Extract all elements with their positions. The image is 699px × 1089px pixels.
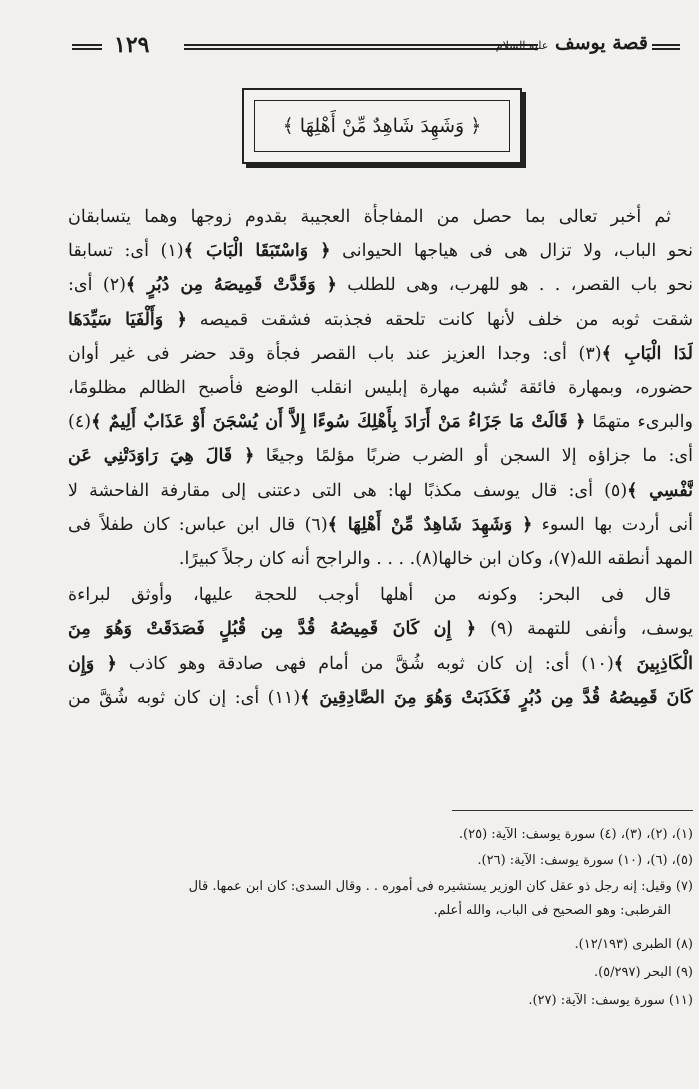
body-text-run: أى: ما جزاؤه إلا السجن أو الضرب ضربًا مؤلمًا وجيعًا bbox=[254, 446, 693, 467]
quran-verse: ﴿ وَشَهِدَ شَاهِدٌ مِّنْ أَهْلِهَا ﴾ bbox=[327, 514, 533, 535]
body-text-run: نحو باب القصر، . . هو للهرب، وهى للطلب bbox=[336, 275, 693, 296]
body-line bbox=[68, 371, 693, 405]
body-text-run: (٢) أى: bbox=[68, 275, 126, 296]
header-rule-middle bbox=[184, 44, 538, 50]
quran-verse: ﴿ وَاسْتَبَقَا الْبَابَ ﴾ bbox=[183, 241, 331, 262]
body-line bbox=[68, 647, 693, 681]
header-rule-right bbox=[652, 44, 680, 50]
body-text-run: (٦) قال ابن عباس: كان طفلاً فى bbox=[68, 514, 328, 535]
header-rule-left bbox=[72, 44, 102, 50]
body-text-run: المهد أنطقه الله(٧)، وكان ابن خالها(٨). . . . والراجح أنه كان رجلاً كبيرًا. bbox=[178, 549, 693, 569]
body-text-run: والبرىء متهمًا bbox=[585, 412, 693, 433]
quran-verse: ﴿ قَالَتْ مَا جَزَاءُ مَنْ أَرَادَ بِأَهْلِكَ سُوءًا إِلاَّ أَن يُسْجَنَ أَوْ عَذَابٌ أَلِيمٌ ﴾ bbox=[91, 412, 586, 433]
running-title-text: قصة يوسف bbox=[554, 32, 648, 54]
body-text-run: يوسف، وأنفى للتهمة (٩) bbox=[476, 619, 693, 640]
footnote-separator bbox=[452, 810, 693, 811]
running-title bbox=[495, 32, 648, 54]
quran-verse: ﴿ وَإِن bbox=[68, 653, 117, 674]
body-line bbox=[68, 474, 693, 508]
body-text-run: (٣) أى: وجدا العزيز عند باب القصر فجأة وقد حضر فى غير أوان bbox=[68, 343, 602, 364]
footnote: (٨) الطبرى (١٢/١٩٣). bbox=[574, 937, 693, 952]
body-line bbox=[68, 405, 693, 439]
body-line bbox=[68, 268, 693, 302]
body-line bbox=[68, 337, 693, 371]
footnote: (٩) البحر (٥/٢٩٧). bbox=[593, 965, 693, 980]
body-line bbox=[68, 542, 693, 576]
body-line bbox=[68, 578, 693, 612]
body-text-run: (٥) أى: قال يوسف مكذبًا لها: هى التى دعتنى إلى مقارفة الفاحشة لا bbox=[68, 480, 628, 501]
footnote: (٥)، (٦)، (١٠) سورة يوسف: الآية: (٢٦). bbox=[477, 853, 693, 868]
body-text-run: أنى أردت بها السوء bbox=[532, 514, 693, 535]
body-text-run: حضوره، وبمهارة فائقة تُشبه مهارة إبليس انقلب الوضع فأصبح الظالم مظلومًا، bbox=[68, 378, 693, 398]
body-text-run: (٤) bbox=[68, 412, 92, 433]
section-title-frame bbox=[242, 88, 522, 164]
body-text-run: ثم أخبر تعالى بما حصل من المفاجأة العجيبة بقدوم زوجها وهما يتسابقان bbox=[68, 207, 671, 227]
page-number: ١٢٩ bbox=[114, 32, 150, 58]
quran-verse: ﴿ قَالَ هِيَ رَاوَدَتْنِي عَن bbox=[68, 446, 255, 467]
quran-verse: لَدَا الْبَابِ ﴾ bbox=[601, 343, 693, 364]
body-text-run: (١٠) أى: إن كان ثوبه شُقَّ من أمام فهى صادقة وهو كاذب bbox=[116, 653, 614, 674]
body-text-run: شقت ثوبه من خلف لأنها كانت تلحقه فجذبته فشقت قميصه bbox=[186, 309, 693, 330]
body-text-run: (١١) أى: إن كان ثوبه شُقَّ من bbox=[68, 687, 301, 708]
body-text-run: قال فى البحر: وكونه من أهلها أوجب للحجة عليها، وأوثق لبراءة bbox=[68, 585, 671, 606]
quran-verse: الْكَاذِبِينَ ﴾ bbox=[613, 653, 693, 674]
footnote: (١)، (٢)، (٣)، (٤) سورة يوسف: الآية: (٢٥). bbox=[458, 827, 693, 842]
footnote: (٧) وقيل: إنه رجل ذو عقل كان الوزير يستشيره فى أموره . . وقال السدى: كان ابن عمها. قال bbox=[188, 879, 693, 894]
body-line bbox=[68, 681, 693, 715]
body-line bbox=[68, 439, 693, 473]
quran-verse: ﴿ وَقَدَّتْ قَمِيصَهُ مِن دُبُرٍ ﴾ bbox=[125, 275, 337, 296]
body-line bbox=[68, 234, 693, 268]
body-text-run: نحو الباب، ولا تزال هى فى هياجها الحيوانى bbox=[330, 241, 693, 262]
body-text-run: (١) أى: تسابقا bbox=[68, 241, 184, 262]
running-header bbox=[72, 34, 680, 64]
footnote: (١١) سورة يوسف: الآية: (٢٧). bbox=[528, 993, 693, 1008]
quran-verse: ﴿ إِن كَانَ قَمِيصُهُ قُدَّ مِن قُبُلٍ فَصَدَقَتْ وَهُوَ مِنَ bbox=[68, 619, 477, 640]
body-line bbox=[68, 303, 693, 337]
quran-verse: كَانَ قَمِيصُهُ قُدَّ مِن دُبُرٍ فَكَذَبَتْ وَهُوَ مِنَ الصَّادِقِينَ ﴾ bbox=[300, 687, 693, 708]
section-title: ﴿ وَشَهِدَ شَاهِدٌ مِّنْ أَهْلِهَا ﴾ bbox=[254, 100, 510, 152]
body-line bbox=[68, 200, 693, 234]
quran-verse: نَّفْسِي ﴾ bbox=[627, 480, 693, 501]
body-line bbox=[68, 612, 693, 646]
footnote: القرطبى: وهو الصحيح فى الباب، والله أعلم. bbox=[433, 903, 671, 918]
honorific: عليه السلام bbox=[495, 39, 549, 52]
quran-verse: ﴿ وَأَلْفَيَا سَيِّدَهَا bbox=[68, 309, 187, 330]
body-line bbox=[68, 508, 693, 542]
